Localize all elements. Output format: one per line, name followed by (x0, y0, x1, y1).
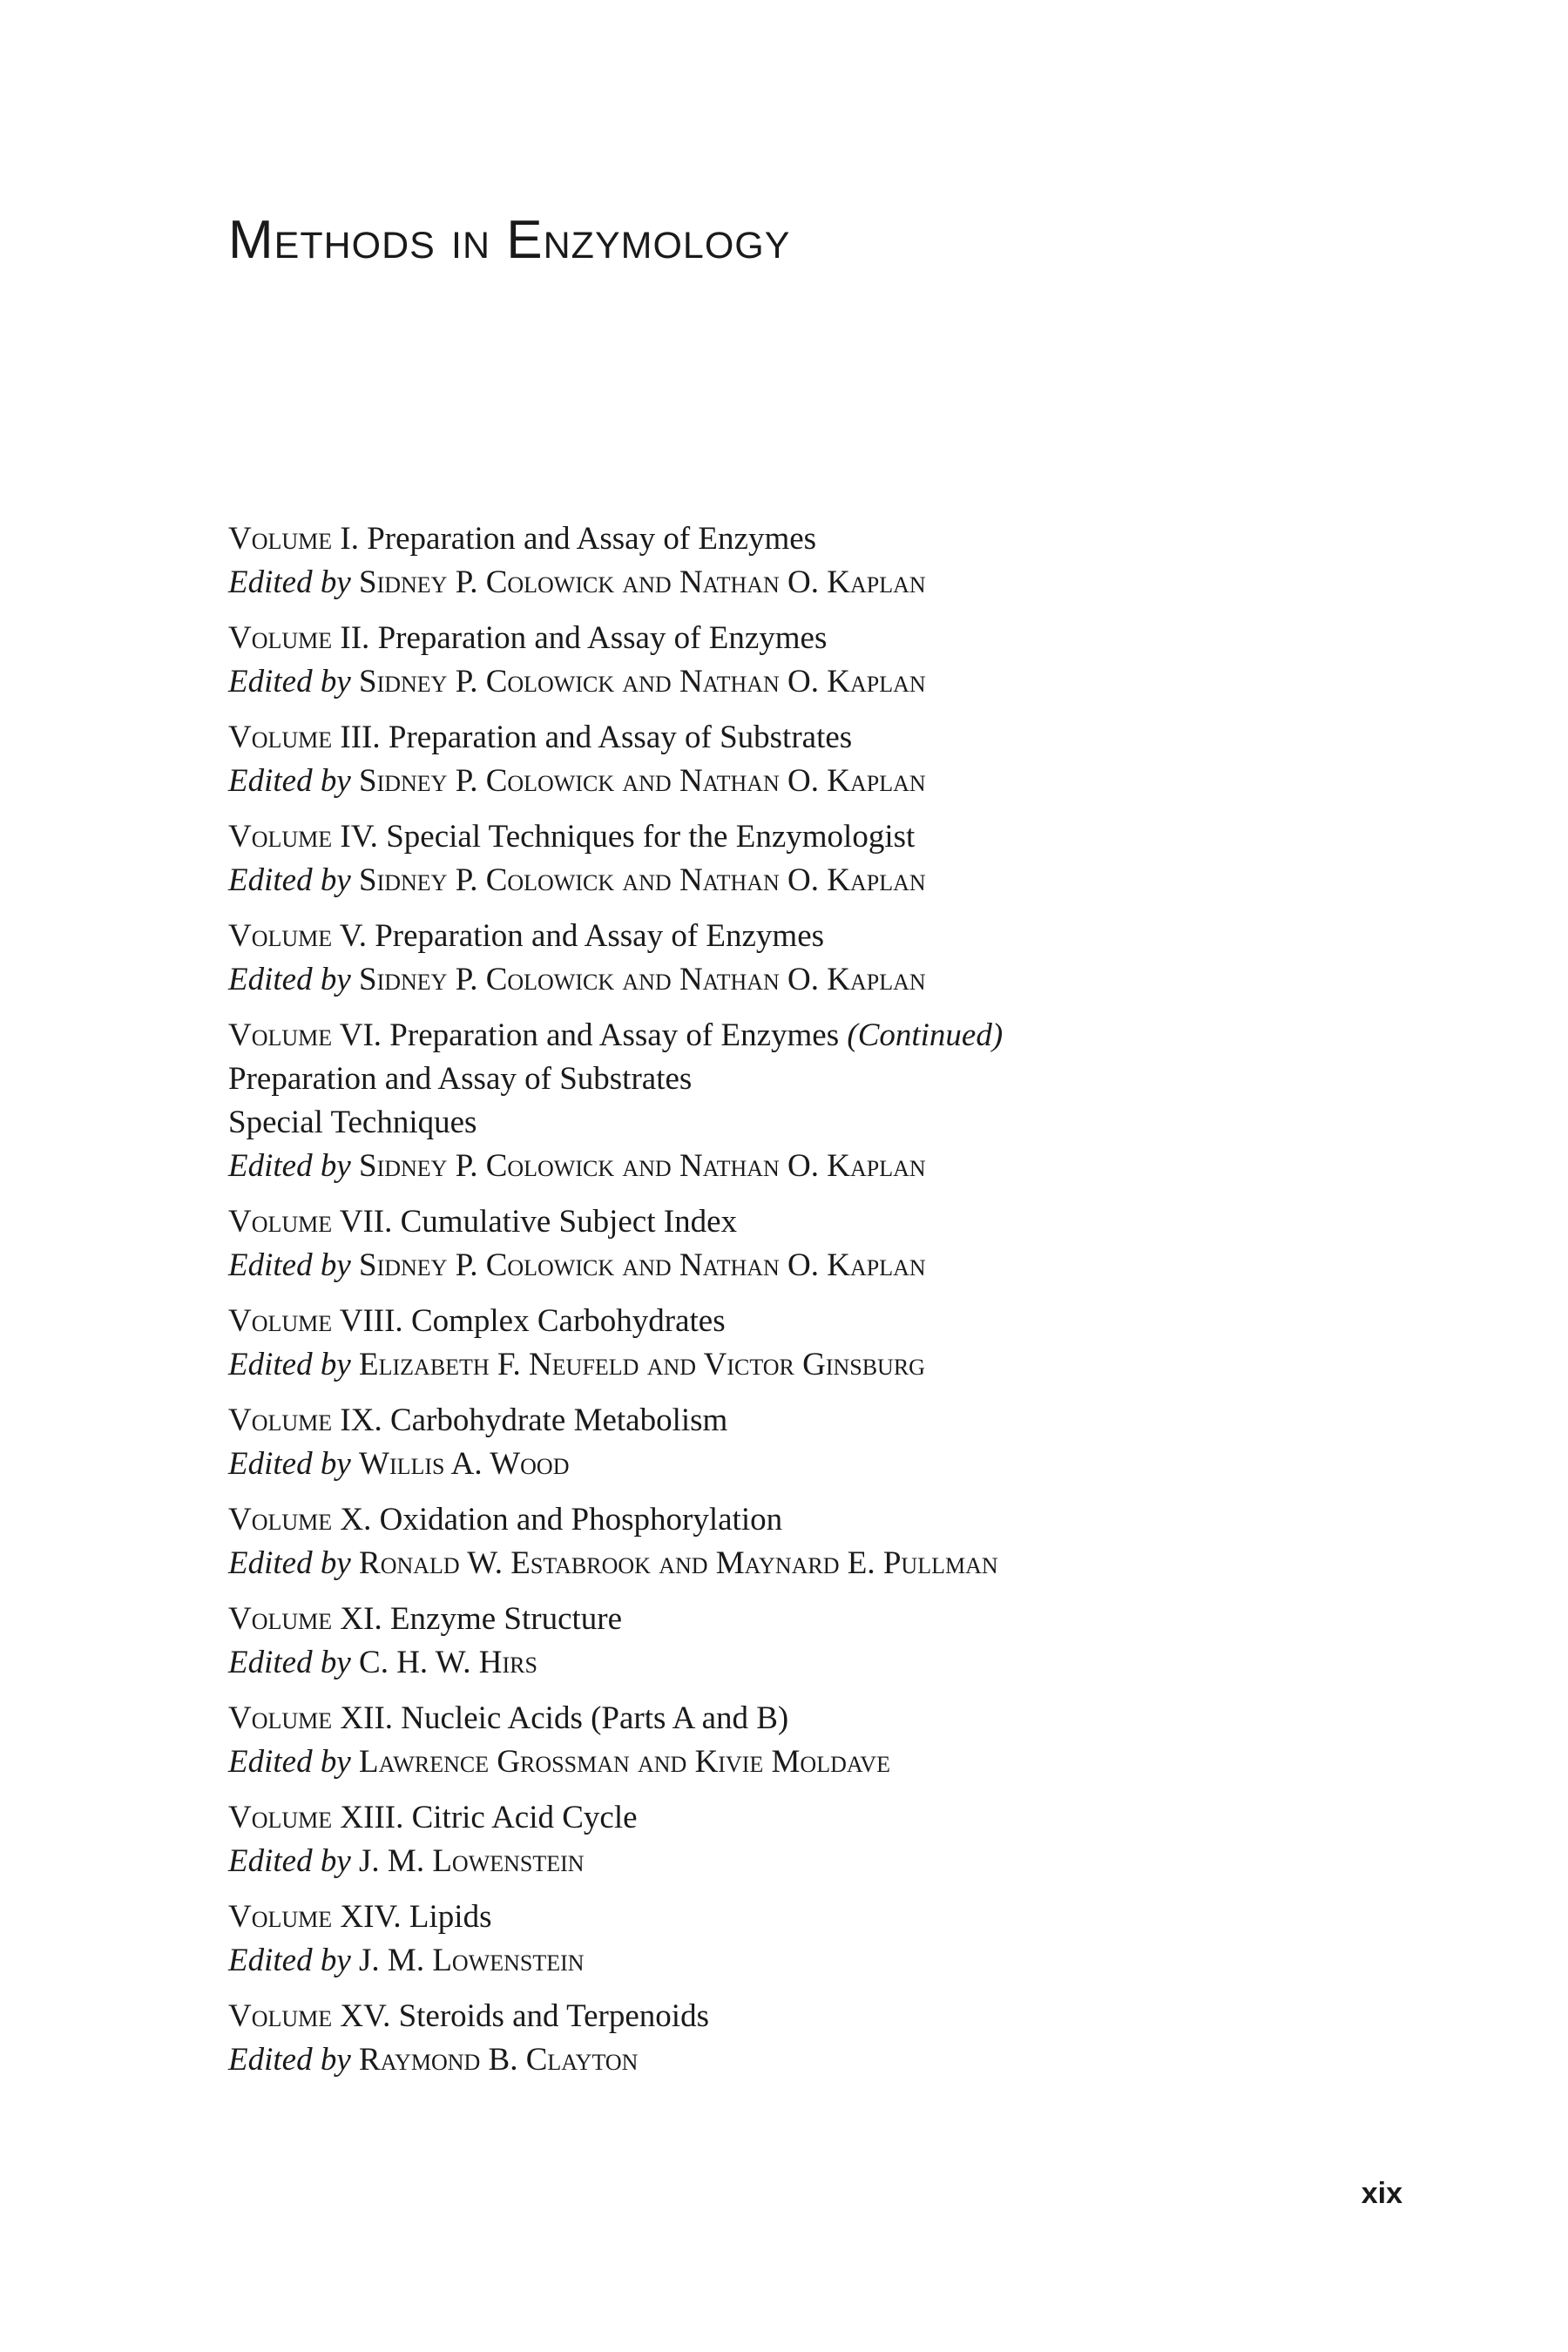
volume-entry (228, 815, 1396, 902)
volume-numeral: III. (340, 720, 381, 755)
volume-editors: C. H. W. Hirs (359, 1645, 537, 1680)
page-heading: Methods in Enzymology (228, 210, 791, 270)
edited-by-label: Edited by (228, 962, 351, 997)
edited-by-label: Edited by (228, 1148, 351, 1184)
volume-title: Carbohydrate Metabolism (389, 1402, 728, 1438)
volume-editors-line (228, 1145, 1396, 1188)
volume-editors-line (228, 1443, 1396, 1486)
volume-label: Volume (228, 918, 333, 954)
volume-editors: Sidney P. Colowick and Nathan O. Kaplan (359, 664, 926, 700)
volume-title: Nucleic Acids (Parts A and B) (401, 1700, 789, 1736)
volume-title-line (228, 1598, 1396, 1641)
volume-title: Lipids (409, 1899, 492, 1935)
volume-entry (228, 517, 1396, 605)
volume-editors: Sidney P. Colowick and Nathan O. Kaplan (359, 564, 926, 600)
volume-editors-line (228, 1641, 1396, 1685)
volume-title: Preparation and Assay of Enzymes (377, 620, 828, 656)
volume-numeral: V. (339, 918, 367, 954)
volume-label: Volume (228, 521, 333, 557)
volume-numeral: VI. (339, 1017, 382, 1053)
volume-numeral: X. (340, 1502, 372, 1538)
volume-entry (228, 617, 1396, 704)
volume-subtitle-line: Preparation and Assay of Substrates (228, 1061, 693, 1097)
volume-editors-line (228, 1244, 1396, 1288)
volume-subtitle-line: Special Techniques (228, 1105, 477, 1140)
volume-entry (228, 1796, 1396, 1883)
volume-numeral: IX. (340, 1402, 382, 1438)
volume-numeral: IV. (340, 819, 378, 855)
volume-title: Citric Acid Cycle (411, 1800, 638, 1835)
volume-entry (228, 1498, 1396, 1585)
page-number: xix (1361, 2177, 1402, 2210)
volume-numeral: XIV. (340, 1899, 402, 1935)
edited-by-label: Edited by (228, 1545, 351, 1581)
volume-title: Enzyme Structure (389, 1601, 623, 1637)
volume-entry (228, 1598, 1396, 1685)
volume-numeral: XIII. (340, 1800, 404, 1835)
volume-label: Volume (228, 620, 333, 656)
volume-title-line (228, 1014, 1396, 1058)
volume-editors: Lawrence Grossman and Kivie Moldave (359, 1744, 890, 1780)
volume-title-line (228, 1995, 1396, 2038)
volume-editors-line (228, 1740, 1396, 1784)
volume-title: Steroids and Terpenoids (398, 1998, 709, 2034)
volume-label: Volume (228, 1402, 333, 1438)
volume-editors-line (228, 958, 1396, 1002)
volume-editors-line (228, 760, 1396, 803)
volume-title: Preparation and Assay of Enzymes (375, 918, 825, 954)
volume-editors-line (228, 859, 1396, 902)
edited-by-label: Edited by (228, 862, 351, 898)
volume-label: Volume (228, 819, 333, 855)
volume-entry (228, 1200, 1396, 1288)
edited-by-label: Edited by (228, 2042, 351, 2078)
edited-by-label: Edited by (228, 1744, 351, 1780)
edited-by-label: Edited by (228, 564, 351, 600)
volume-title-line (228, 1896, 1396, 1939)
volume-editors: Ronald W. Estabrook and Maynard E. Pullman (359, 1545, 998, 1581)
volume-label: Volume (228, 1017, 333, 1053)
volume-numeral: II. (340, 620, 370, 656)
volume-editors: Sidney P. Colowick and Nathan O. Kaplan (359, 1148, 926, 1184)
volume-title: Cumulative Subject Index (400, 1204, 737, 1240)
volume-title: Complex Carbohydrates (410, 1303, 726, 1339)
edited-by-label: Edited by (228, 664, 351, 700)
volume-title: Special Techniques for the Enzymologist (386, 819, 916, 855)
edited-by-label: Edited by (228, 1347, 351, 1382)
volume-label: Volume (228, 1899, 333, 1935)
volume-entry (228, 1300, 1396, 1387)
volume-entry (228, 1399, 1396, 1486)
volume-label: Volume (228, 1800, 333, 1835)
volume-entry (228, 1014, 1396, 1188)
volume-label: Volume (228, 1700, 333, 1736)
volume-editors-line (228, 561, 1396, 605)
edited-by-label: Edited by (228, 763, 351, 799)
edited-by-label: Edited by (228, 1446, 351, 1482)
volume-editors: Sidney P. Colowick and Nathan O. Kaplan (359, 1247, 926, 1283)
volume-editors: Sidney P. Colowick and Nathan O. Kaplan (359, 862, 926, 898)
volume-entry (228, 1896, 1396, 1983)
volume-title-line (228, 815, 1396, 859)
volume-label: Volume (228, 1303, 333, 1339)
volume-editors: Sidney P. Colowick and Nathan O. Kaplan (359, 962, 926, 997)
volume-title-line (228, 1498, 1396, 1542)
volume-numeral: XV. (340, 1998, 391, 2034)
volume-numeral: VIII. (339, 1303, 403, 1339)
volume-numeral: XI. (340, 1601, 382, 1637)
volume-entry (228, 716, 1396, 803)
volume-numeral: I. (340, 521, 359, 557)
volume-entry (228, 1995, 1396, 2082)
volume-title: Preparation and Assay of Substrates (388, 720, 853, 755)
volume-editors: Elizabeth F. Neufeld and Victor Ginsburg (359, 1347, 925, 1382)
volume-label: Volume (228, 1998, 333, 2034)
volume-title-line (228, 716, 1396, 760)
volume-title: Preparation and Assay of Enzymes (389, 1017, 840, 1053)
volume-entry (228, 915, 1396, 1002)
volume-title: Oxidation and Phosphorylation (379, 1502, 783, 1538)
volume-title-line (228, 517, 1396, 561)
volume-editors-line (228, 1939, 1396, 1983)
volume-editors-line (228, 1840, 1396, 1883)
volume-title: Preparation and Assay of Enzymes (367, 521, 817, 557)
volume-title-line (228, 1697, 1396, 1740)
volume-title-line (228, 1200, 1396, 1244)
volume-title-line (228, 915, 1396, 958)
volume-list (228, 517, 1396, 2094)
volume-title-line (228, 1399, 1396, 1443)
volume-numeral: XII. (340, 1700, 394, 1736)
volume-editors: J. M. Lowenstein (359, 1943, 585, 1978)
volume-label: Volume (228, 1204, 333, 1240)
volume-label: Volume (228, 720, 333, 755)
volume-label: Volume (228, 1601, 333, 1637)
volume-title-line (228, 617, 1396, 660)
volume-editors: J. M. Lowenstein (359, 1843, 585, 1879)
volume-title-line (228, 1796, 1396, 1840)
volume-numeral: VII. (339, 1204, 393, 1240)
volume-editors: Raymond B. Clayton (359, 2042, 639, 2078)
edited-by-label: Edited by (228, 1247, 351, 1283)
volume-label: Volume (228, 1502, 333, 1538)
volume-editors-line (228, 2038, 1396, 2082)
edited-by-label: Edited by (228, 1943, 351, 1978)
edited-by-label: Edited by (228, 1843, 351, 1879)
continued-note: (Continued) (847, 1017, 1004, 1053)
edited-by-label: Edited by (228, 1645, 351, 1680)
volume-editors-line (228, 1542, 1396, 1585)
volume-editors-line (228, 1343, 1396, 1387)
volume-entry (228, 1697, 1396, 1784)
volume-title-line (228, 1300, 1396, 1343)
volume-editors: Sidney P. Colowick and Nathan O. Kaplan (359, 763, 926, 799)
volume-editors-line (228, 660, 1396, 704)
volume-editors: Willis A. Wood (359, 1446, 570, 1482)
